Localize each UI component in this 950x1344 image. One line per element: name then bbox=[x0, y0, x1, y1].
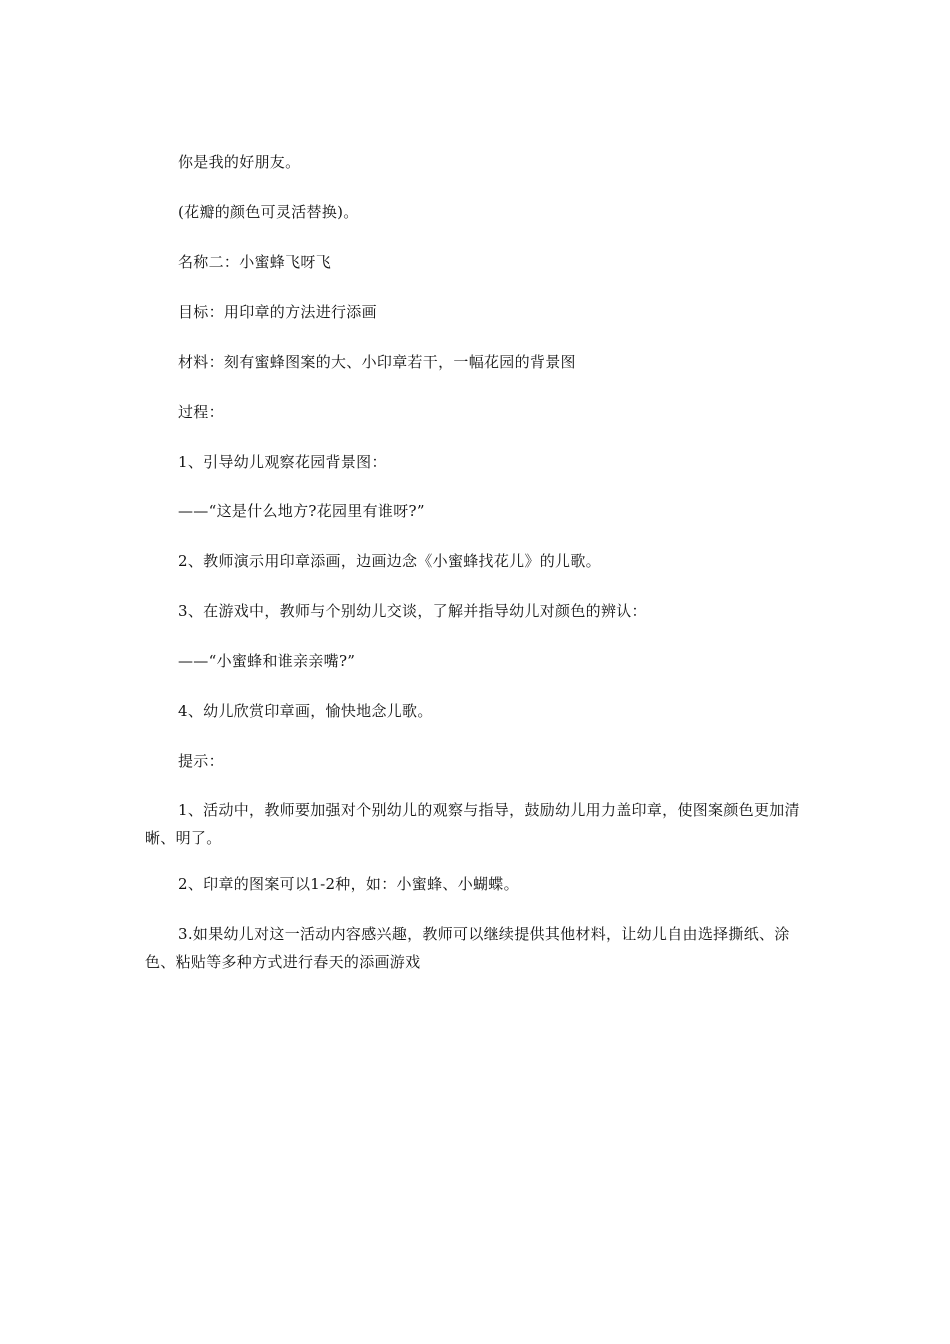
text-line-materials: 材料：刻有蜜蜂图案的大、小印章若干，一幅花园的背景图 bbox=[178, 353, 576, 371]
text-line-tips-heading: 提示： bbox=[178, 752, 224, 770]
text-line-activity-name: 名称二：小蜜蜂飞呀飞 bbox=[178, 253, 332, 271]
text-line-friend: 你是我的好朋友。 bbox=[178, 153, 301, 171]
text-line-process-heading: 过程： bbox=[178, 403, 224, 421]
text-line-goal: 目标：用印章的方法进行添画 bbox=[178, 303, 377, 321]
tip-paragraph-2: 2、印章的图案可以1-2种，如：小蜜蜂、小蝴蝶。 bbox=[178, 875, 519, 893]
tip-paragraph-1: 1、活动中，教师要加强对个别幼儿的观察与指导，鼓励幼儿用力盖印章，使图案颜色更加清晰、明了。 bbox=[145, 801, 800, 847]
text-line-step-1: 1、引导幼儿观察花园背景图： bbox=[178, 453, 387, 471]
text-line-quote-2: ——“小蜜蜂和谁亲亲嘴?” bbox=[178, 652, 356, 670]
tip-paragraph-3: 3.如果幼儿对这一活动内容感兴趣，教师可以继续提供其他材料，让幼儿自由选择撕纸、涂色、粘贴等多种方式进行春天的添画游戏 bbox=[145, 925, 790, 971]
text-line-quote-1: ——“这是什么地方?花园里有谁呀?” bbox=[178, 502, 425, 520]
text-line-step-4: 4、幼儿欣赏印章画，愉快地念儿歌。 bbox=[178, 702, 433, 720]
text-line-step-2: 2、教师演示用印章添画，边画边念《小蜜蜂找花儿》的儿歌。 bbox=[178, 552, 601, 570]
text-line-step-3: 3、在游戏中，教师与个别幼儿交谈，了解并指导幼儿对颜色的辨认： bbox=[178, 602, 647, 620]
text-line-petal-note: (花瓣的颜色可灵活替换)。 bbox=[178, 203, 359, 221]
